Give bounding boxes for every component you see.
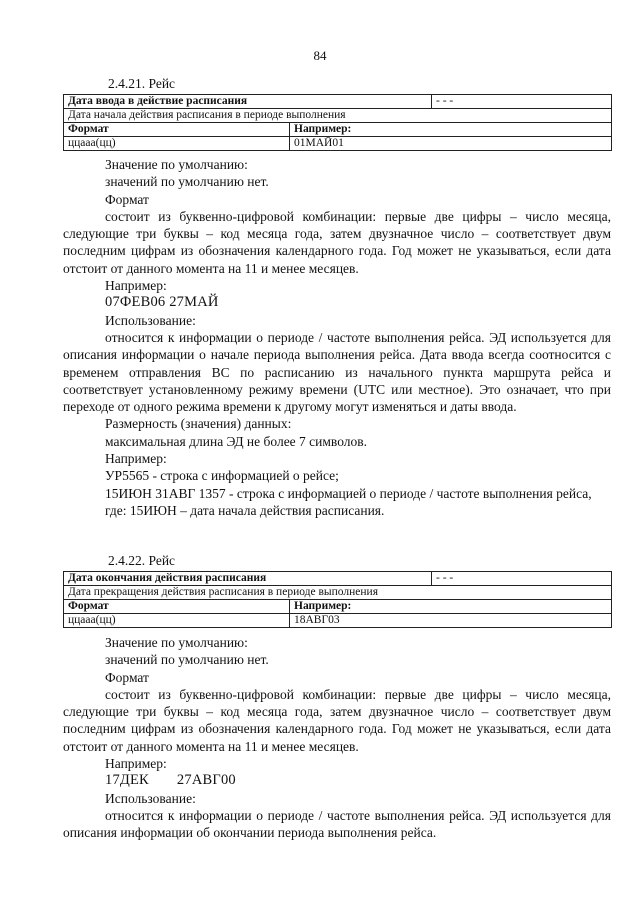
example-line: УР5565 - строка с информацией о рейсе; xyxy=(105,468,339,484)
example-label: Например: xyxy=(105,451,167,467)
example-header: Например: xyxy=(290,123,612,137)
element-name: Дата ввода в действие расписания xyxy=(64,95,432,109)
example-value-1: 17ДЕК xyxy=(105,772,149,789)
size-label: Размерность (значения) данных: xyxy=(105,416,292,432)
usage-text: относится к информации о периоде / частоте выполнения рейса. ЭД используется для описания информации о начале периода выполнения рейса. Дата ввода всегда соотносится с временем отправления ВС по расписанию из начального пункта маршрута рейса и соответствует установленному режиму времени (UTC или местное). Это означает, что при переходе от одного режима времени к другому могут изменяться и даты ввода. xyxy=(63,329,611,415)
table-row xyxy=(64,137,612,151)
table-row xyxy=(64,600,612,614)
table-row xyxy=(64,95,612,109)
section-title-2-4-22: 2.4.22. Рейс xyxy=(108,553,176,568)
spec-table-2-4-22 xyxy=(63,571,612,628)
example-value-1: 07ФЕВ06 xyxy=(105,294,166,311)
element-description: Дата начала действия расписания в периоде выполнения xyxy=(64,109,612,123)
example-value: 01МАЙ01 xyxy=(290,137,612,151)
table-row xyxy=(64,614,612,628)
example-label: Например: xyxy=(105,756,167,772)
example-value: 18АВГ03 xyxy=(290,614,612,628)
format-header: Формат xyxy=(64,123,290,137)
example-header: Например: xyxy=(290,600,612,614)
where-text: где: 15ИЮН – дата начала действия расписания. xyxy=(105,502,385,518)
page-number: 84 xyxy=(313,48,327,63)
table-row xyxy=(64,586,612,600)
format-text: состоит из буквенно-цифровой комбинации: первые две цифры – число месяца, следующие три буквы – код месяца года, затем двузначное число – соответствует двум последним цифрам из обозначения календарного года. Год может не указываться, если дата отстоит от данного момента на 11 и менее месяцев. xyxy=(63,208,611,276)
format-label: Формат xyxy=(105,191,149,207)
size-text: максимальная длина ЭД не более 7 символов. xyxy=(105,433,368,449)
example-value-2: 27АВГ00 xyxy=(176,772,236,789)
default-label: Значение по умолчанию: xyxy=(105,635,248,650)
element-name: Дата окончания действия расписания xyxy=(64,572,432,586)
element-description: Дата прекращения действия расписания в периоде выполнения xyxy=(64,586,612,600)
example-value-2: 27МАЙ xyxy=(169,294,219,311)
format-label: Формат xyxy=(105,669,149,685)
element-code: - - - xyxy=(432,572,612,586)
format-header: Формат xyxy=(64,600,290,614)
table-row xyxy=(64,123,612,137)
format-value: ццааа(цц) xyxy=(64,137,290,151)
example-values xyxy=(63,772,611,789)
example-line: 15ИЮН 31АВГ 1357 - строка с информацией о периоде / частоте выполнения рейса, xyxy=(105,485,592,501)
table-row xyxy=(64,572,612,586)
section-body-2-4-21 xyxy=(63,156,611,519)
default-label: Значение по умолчанию: xyxy=(105,157,248,172)
table-row xyxy=(64,109,612,123)
spec-table-2-4-21 xyxy=(63,94,612,151)
section-body-2-4-22 xyxy=(63,634,611,842)
section-title-2-4-21: 2.4.21. Рейс xyxy=(108,76,176,91)
usage-label: Использование: xyxy=(105,312,196,328)
example-values xyxy=(63,294,611,311)
element-code: - - - xyxy=(432,95,612,109)
default-text: значений по умолчанию нет. xyxy=(105,652,269,668)
format-value: ццааа(цц) xyxy=(64,614,290,628)
usage-label: Использование: xyxy=(105,790,196,806)
usage-text: относится к информации о периоде / частоте выполнения рейса. ЭД используется для описания информации об окончании периода выполнения рейса. xyxy=(63,807,611,841)
default-text: значений по умолчанию нет. xyxy=(105,174,269,190)
format-text: состоит из буквенно-цифровой комбинации: первые две цифры – число месяца, следующие три буквы – код месяца года, затем двузначное число – соответствует двум последним цифрам из обозначения календарного года. Год может не указываться, если дата отстоит от данного момента на 11 и менее месяцев. xyxy=(63,686,611,754)
example-label: Например: xyxy=(105,278,167,294)
